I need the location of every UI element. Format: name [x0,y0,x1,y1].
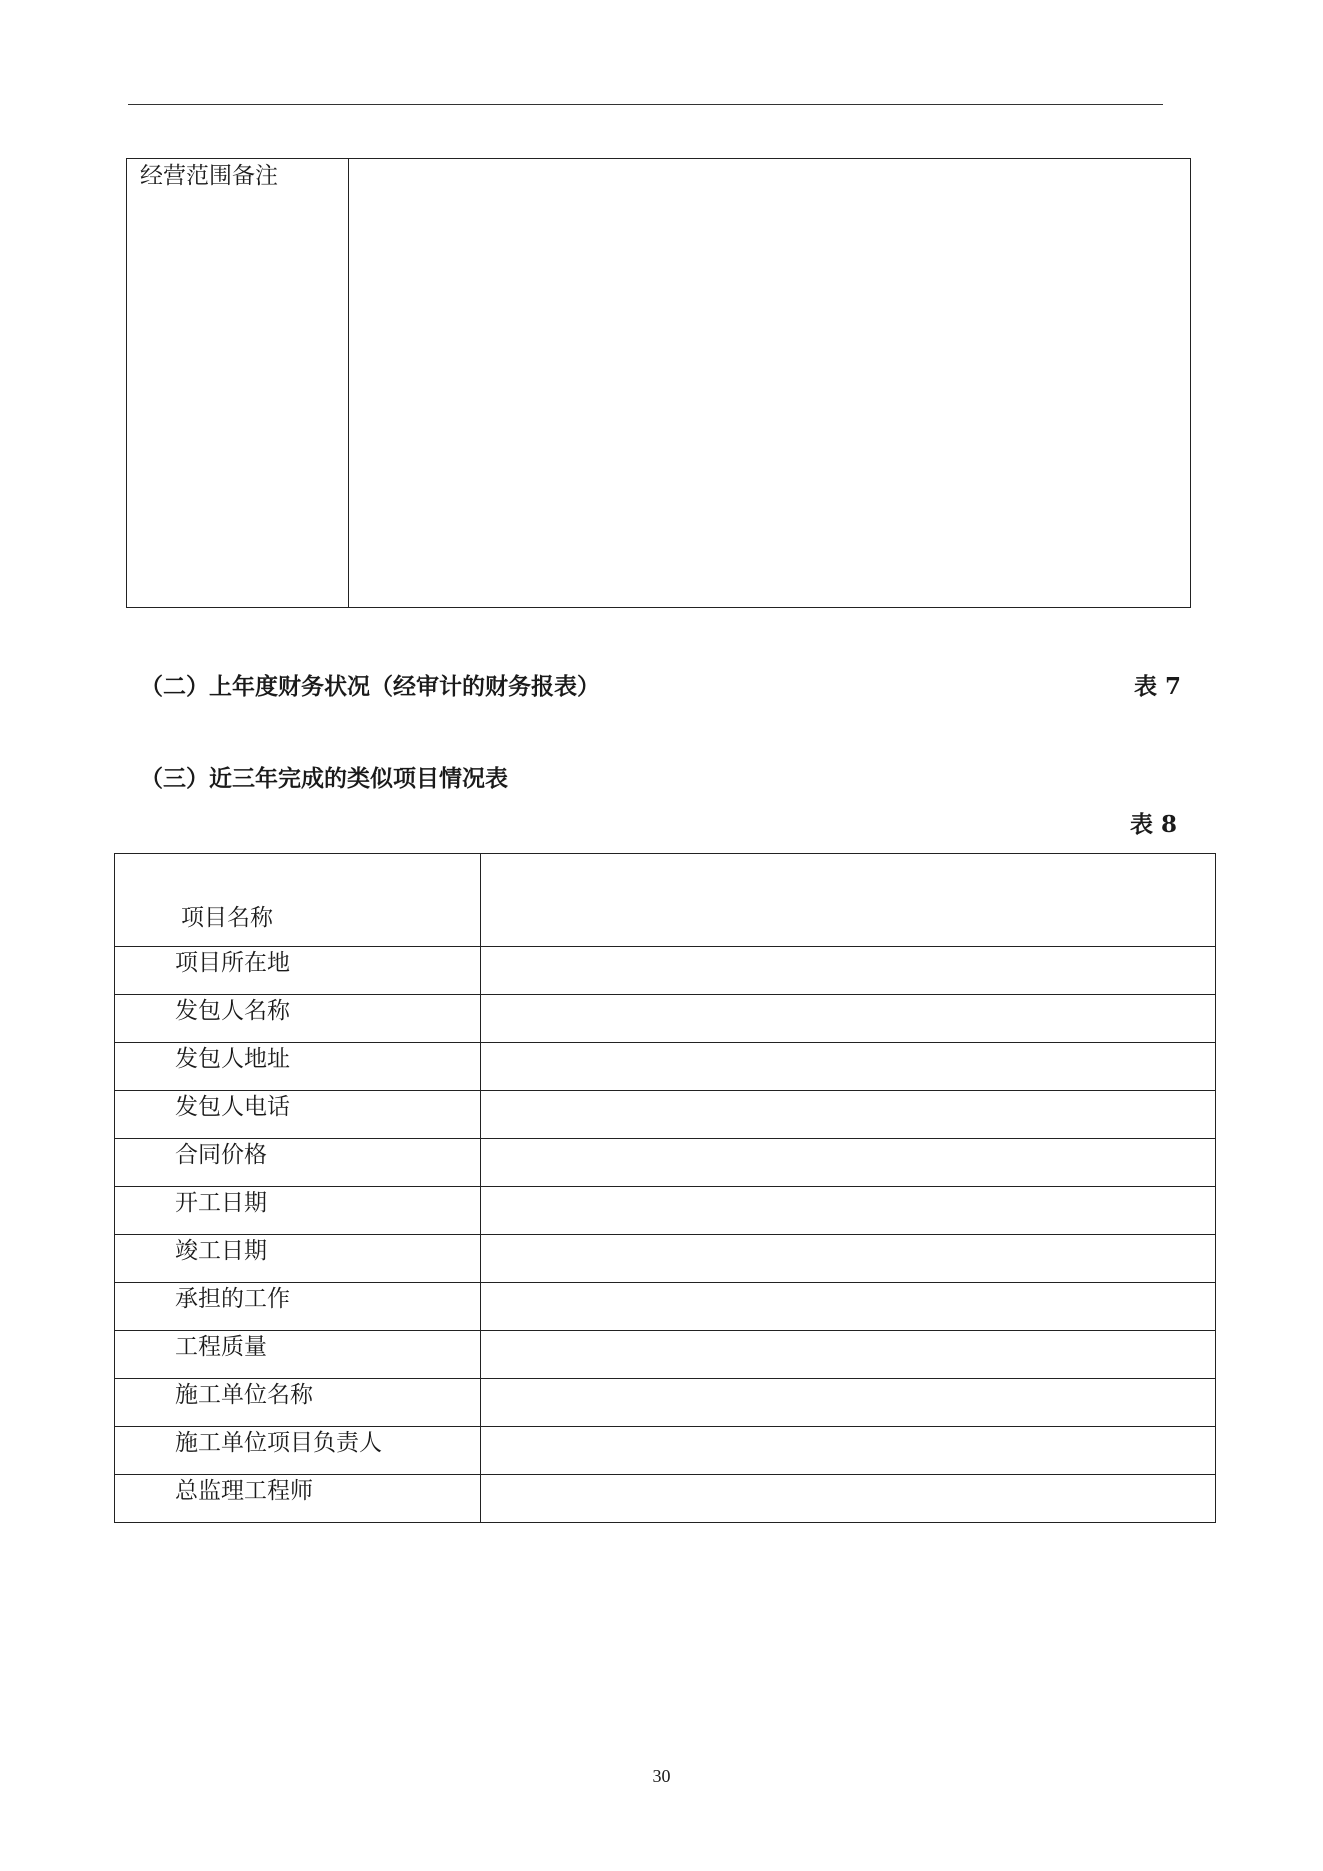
business-scope-table [126,158,1191,608]
section-financial-heading: （二）上年度财务状况（经审计的财务报表） [140,673,600,700]
row-label: 发包人地址 [115,1043,481,1091]
table-row [115,947,1216,995]
row-value [481,1379,1216,1427]
row-label: 施工单位项目负责人 [115,1427,481,1475]
row-label: 项目所在地 [115,947,481,995]
row-label: 发包人名称 [115,995,481,1043]
row-value [481,1283,1216,1331]
table-8-label: 表 8 [1130,811,1178,838]
table-row [115,1139,1216,1187]
page-number: 30 [652,1766,671,1786]
table-row [115,854,1216,947]
table-row [115,1283,1216,1331]
row-value [481,1427,1216,1475]
row-value [481,1235,1216,1283]
table-row [115,1043,1216,1091]
row-value [481,1331,1216,1379]
row-label: 合同价格 [115,1139,481,1187]
row-label: 项目名称 [115,854,481,947]
row-label: 发包人电话 [115,1091,481,1139]
table-row [115,1475,1216,1523]
row-value [481,995,1216,1043]
row-label: 总监理工程师 [115,1475,481,1523]
row-value [481,1475,1216,1523]
row-label: 工程质量 [115,1331,481,1379]
row-label: 承担的工作 [115,1283,481,1331]
section-projects-heading: （三）近三年完成的类似项目情况表 [140,765,508,792]
header-rule [128,104,1163,105]
table-row [115,995,1216,1043]
row-value [481,1043,1216,1091]
similar-projects-table [114,853,1216,1523]
business-scope-label: 经营范围备注 [127,159,349,607]
table-7-label: 表 7 [1134,673,1182,700]
row-label: 开工日期 [115,1187,481,1235]
table-row [115,1187,1216,1235]
table-row [115,1379,1216,1427]
table-row [115,1427,1216,1475]
row-label: 竣工日期 [115,1235,481,1283]
row-value [481,1187,1216,1235]
row-value [481,854,1216,947]
table-row [115,1235,1216,1283]
row-label: 施工单位名称 [115,1379,481,1427]
table-row [115,1331,1216,1379]
row-value [481,1091,1216,1139]
row-value [481,947,1216,995]
business-scope-value [349,159,1190,607]
table-row [115,1091,1216,1139]
row-value [481,1139,1216,1187]
